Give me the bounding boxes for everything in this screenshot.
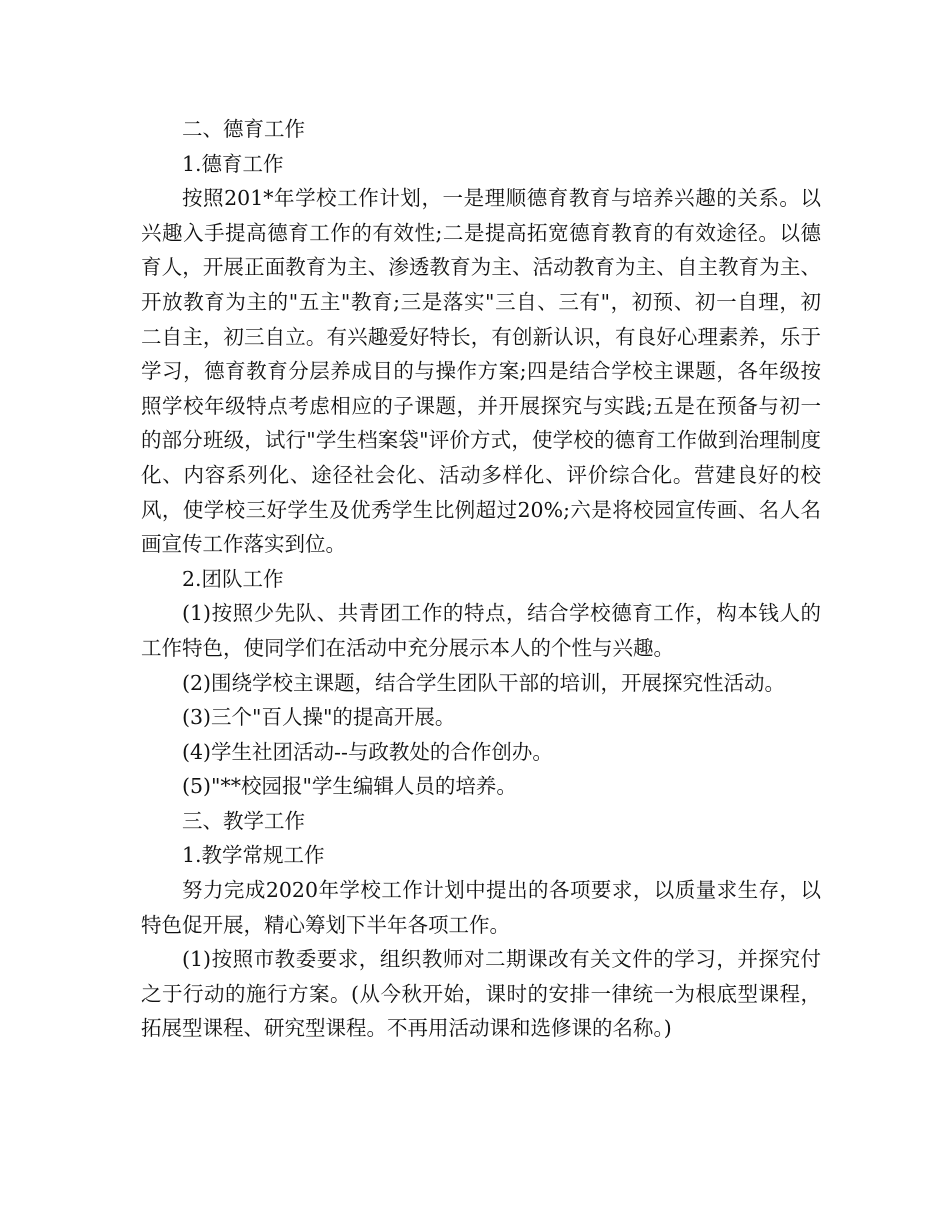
list-item-team-work-1: (1)按照少先队、共青团工作的特点，结合学校德育工作，构本钱人的工作特色，使同学们在活动中充分展示本人的个性与兴趣。: [141, 601, 821, 660]
list-item-team-work-4: (4)学生社团活动--与政教处的合作创办。: [182, 739, 553, 764]
paragraph-teaching-goals: 努力完成2020年学校工作计划中提出的各项要求，以质量求生存，以特色促开展，精心筹划下半年各项工作。: [141, 878, 821, 937]
document-body: [141, 112, 821, 1046]
subheading-team-work: 2.团队工作: [182, 566, 284, 591]
subheading-moral-education-work: 1.德育工作: [182, 151, 284, 176]
list-item-team-work-5: (5)"**校园报"学生编辑人员的培养。: [182, 774, 517, 799]
section-heading-teaching-work: 三、教学工作: [182, 808, 305, 833]
paragraph-moral-education-plan: 按照201*年学校工作计划，一是理顺德育教育与培养兴趣的关系。以兴趣入手提高德育工作的有效性;二是提高拓宽德育教育的有效途径。以德育人，开展正面教育为主、渗透教育为主、活动教育为主、自主教育为主、开放教育为主的"五主"教育;三是落实"三自、三有"，初预、初一自理，初二自主，初三自立。有兴趣爱好特长，有创新认识，有良好心理素养，乐于学习，德育教育分层养成目的与操作方案;四是结合学校主课题，各年级按照学校年级特点考虑相应的子课题，并开展探究与实践;五是在预备与初一的部分班级，试行"学生档案袋"评价方式，使学校的德育工作做到治理制度化、内容系列化、途径社会化、活动多样化、评价综合化。营建良好的校风，使学校三好学生及优秀学生比例超过20%;六是将校园宣传画、名人名画宣传工作落实到位。: [141, 186, 821, 557]
list-item-teaching-1: (1)按照市教委要求，组织教师对二期课改有关文件的学习，并探究付之于行动的施行方案。(从今秋开始，课时的安排一律统一为根底型课程，拓展型课程、研究型课程。不再用活动课和选修课的名称。): [141, 947, 821, 1041]
subheading-teaching-routine: 1.教学常规工作: [182, 843, 325, 868]
section-heading-moral-education: 二、德育工作: [182, 117, 305, 141]
list-item-team-work-2: (2)围绕学校主课题，结合学生团队干部的培训，开展探究性活动。: [182, 670, 786, 695]
list-item-team-work-3: (3)三个"百人操"的提高开展。: [182, 705, 456, 730]
